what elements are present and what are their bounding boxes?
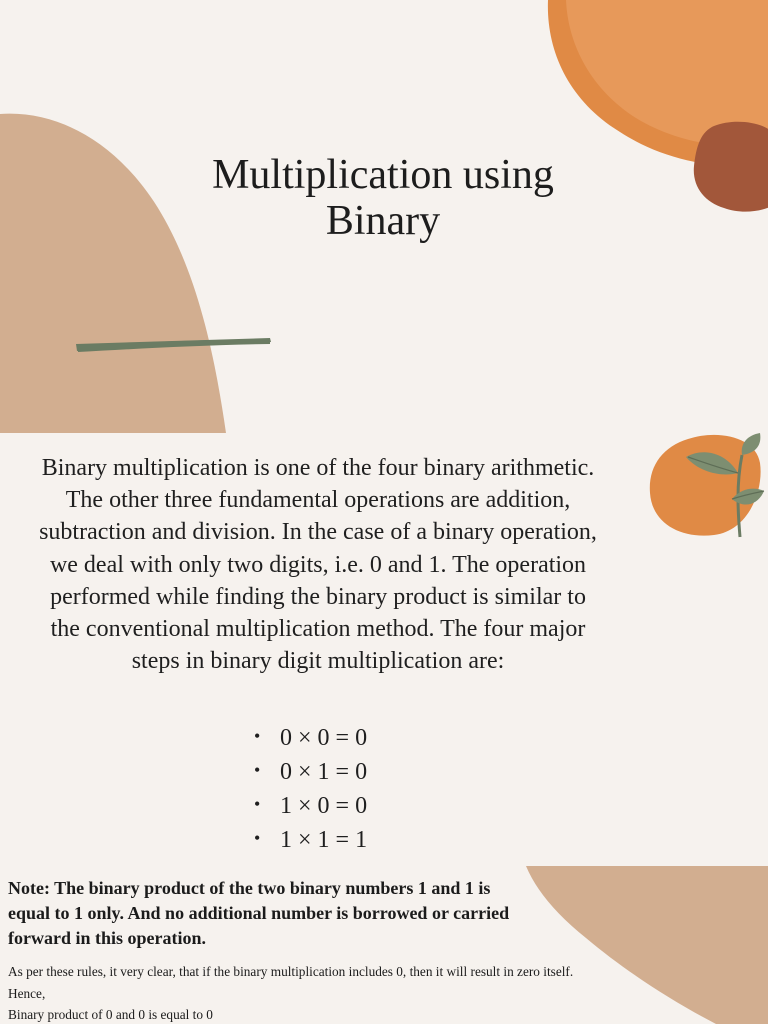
- rule-text: 1 × 0 = 0: [280, 793, 368, 819]
- rule-item: [254, 720, 367, 754]
- bullet-icon: •: [254, 760, 261, 780]
- rule-item: [254, 788, 367, 822]
- note-text: Note: The binary product of the two binary numbers 1 and 1 is equal to 1 only. And no additional number is borrowed or carried forward in this operation.: [8, 878, 510, 948]
- multiplication-rules-list: [254, 720, 367, 856]
- intro-paragraph: Binary multiplication is one of the four binary arithmetic. The other three fundamental operations are addition, subtraction and division. In the case of a binary operation, we deal with only two digits, i.e. 0 and 1. The operation performed while finding the binary product is similar to the conventional multiplication method. The four major steps in binary digit multiplication are:: [39, 455, 597, 675]
- slide-title-line-2: Binary: [325, 198, 441, 244]
- explanation-line: As per these rules, it very clear, that if the binary multiplication includes 0, then it will result in zero itself.: [8, 964, 574, 979]
- content-slide: [0, 433, 768, 866]
- green-stroke-icon: [72, 332, 276, 358]
- explanation-line: Hence,: [8, 986, 46, 1001]
- rust-circle-icon: [688, 120, 768, 214]
- bullet-icon: •: [254, 726, 261, 746]
- rule-text: 1 × 1 = 1: [280, 827, 368, 853]
- bullet-icon: •: [254, 828, 261, 848]
- rule-text: 0 × 0 = 0: [280, 725, 368, 751]
- slide-title-line-1: Multiplication using: [212, 152, 554, 198]
- rule-item: [254, 822, 367, 856]
- leaf-icon: [682, 433, 768, 543]
- slide-title: [150, 152, 616, 244]
- title-slide: [0, 0, 768, 433]
- tan-arch-icon: [520, 866, 768, 1024]
- rule-item: [254, 754, 367, 788]
- bullet-icon: •: [254, 794, 261, 814]
- notes-slide: [0, 866, 768, 1024]
- explanation-line: Binary product of 0 and 0 is equal to 0: [8, 1007, 213, 1022]
- rule-text: 0 × 1 = 0: [280, 759, 368, 785]
